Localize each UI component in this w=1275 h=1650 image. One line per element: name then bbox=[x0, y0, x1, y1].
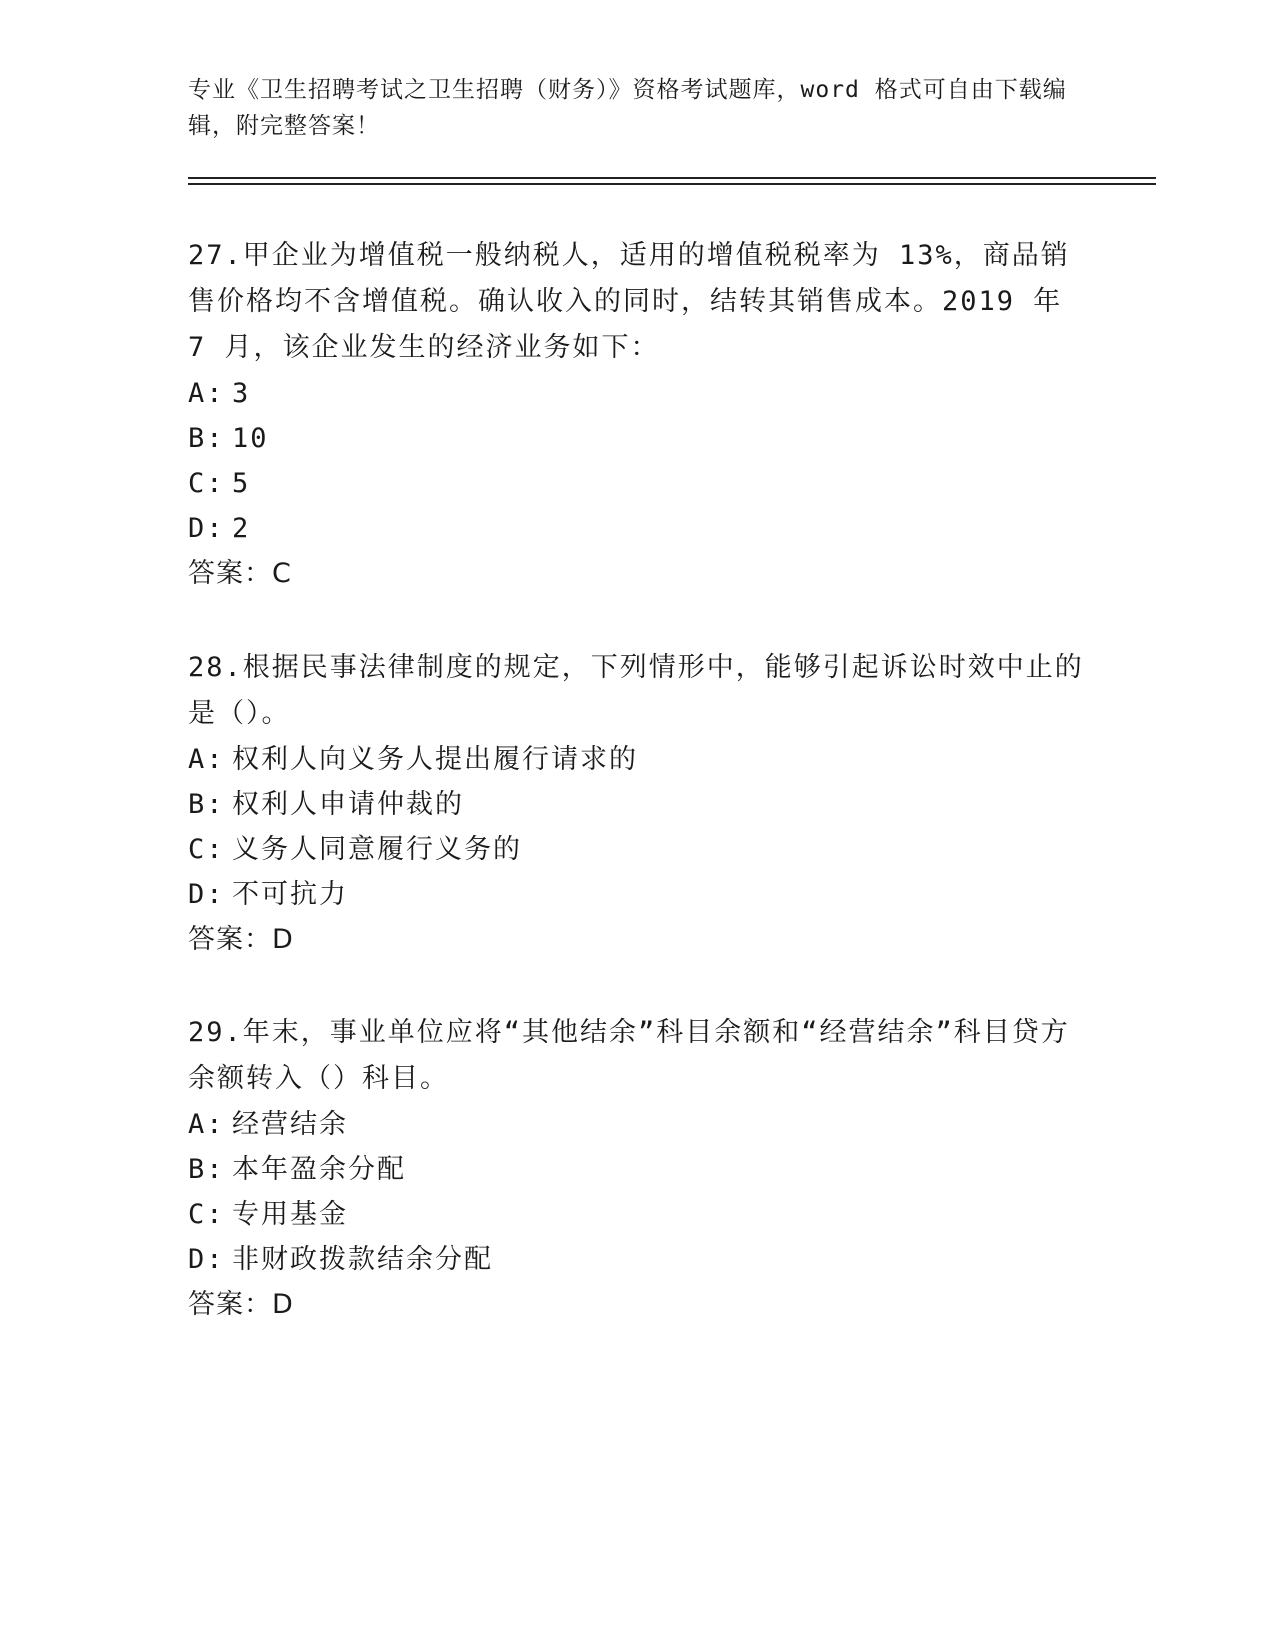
option-text: 非财政拨款结余分配 bbox=[232, 1244, 493, 1275]
header-rule-bottom bbox=[188, 183, 1156, 185]
option-text: 本年盈余分配 bbox=[232, 1154, 406, 1185]
option-key: D: bbox=[188, 879, 225, 910]
option-text: 经营结余 bbox=[232, 1109, 348, 1140]
option-d bbox=[188, 1237, 1088, 1282]
option-text: 5 bbox=[232, 468, 251, 499]
option-text: 10 bbox=[232, 423, 269, 454]
option-key: C: bbox=[188, 468, 225, 499]
option-key: A: bbox=[188, 744, 225, 775]
option-key: C: bbox=[188, 1199, 225, 1230]
option-d bbox=[188, 506, 1088, 551]
option-b bbox=[188, 1147, 1088, 1192]
question-stem: 28.根据民事法律制度的规定，下列情形中，能够引起诉讼时效中止的是（）。 bbox=[188, 652, 1084, 729]
option-key: D: bbox=[188, 513, 225, 544]
answer-line: 答案：D bbox=[188, 924, 294, 955]
question-27 bbox=[188, 233, 1088, 597]
option-a bbox=[188, 737, 1088, 782]
answer-line: 答案：C bbox=[188, 558, 292, 589]
answer-line: 答案：D bbox=[188, 1289, 294, 1320]
option-key: C: bbox=[188, 834, 225, 865]
option-key: A: bbox=[188, 1109, 225, 1140]
option-key: B: bbox=[188, 789, 225, 820]
question-28 bbox=[188, 645, 1088, 963]
document-header bbox=[188, 72, 1078, 144]
question-29 bbox=[188, 1010, 1088, 1328]
option-a bbox=[188, 1102, 1088, 1147]
header-rule-top bbox=[188, 177, 1156, 179]
question-stem: 29.年末，事业单位应将“其他结余”科目余额和“经营结余”科目贷方余额转入（）科目。 bbox=[188, 1017, 1070, 1094]
option-key: D: bbox=[188, 1244, 225, 1275]
option-text: 不可抗力 bbox=[232, 879, 348, 910]
header-intro: 专业《卫生招聘考试之卫生招聘（财务）》资格考试题库，word 格式可自由下载编辑，附完整答案！ bbox=[188, 77, 1067, 139]
option-d bbox=[188, 872, 1088, 917]
option-key: A: bbox=[188, 378, 225, 409]
option-a bbox=[188, 371, 1088, 416]
question-stem: 27.甲企业为增值税一般纳税人，适用的增值税税率为 13%，商品销售价格均不含增值税。确认收入的同时，结转其销售成本。2019 年 7 月，该企业发生的经济业务如下： bbox=[188, 240, 1070, 363]
option-text: 权利人申请仲裁的 bbox=[232, 789, 464, 820]
option-text: 义务人同意履行义务的 bbox=[232, 834, 522, 865]
option-text: 3 bbox=[232, 378, 251, 409]
option-text: 权利人向义务人提出履行请求的 bbox=[232, 744, 638, 775]
option-text: 2 bbox=[232, 513, 251, 544]
option-key: B: bbox=[188, 1154, 225, 1185]
option-c bbox=[188, 461, 1088, 506]
option-c bbox=[188, 1192, 1088, 1237]
option-b bbox=[188, 782, 1088, 827]
option-b bbox=[188, 416, 1088, 461]
option-text: 专用基金 bbox=[232, 1199, 348, 1230]
option-key: B: bbox=[188, 423, 225, 454]
option-c bbox=[188, 827, 1088, 872]
